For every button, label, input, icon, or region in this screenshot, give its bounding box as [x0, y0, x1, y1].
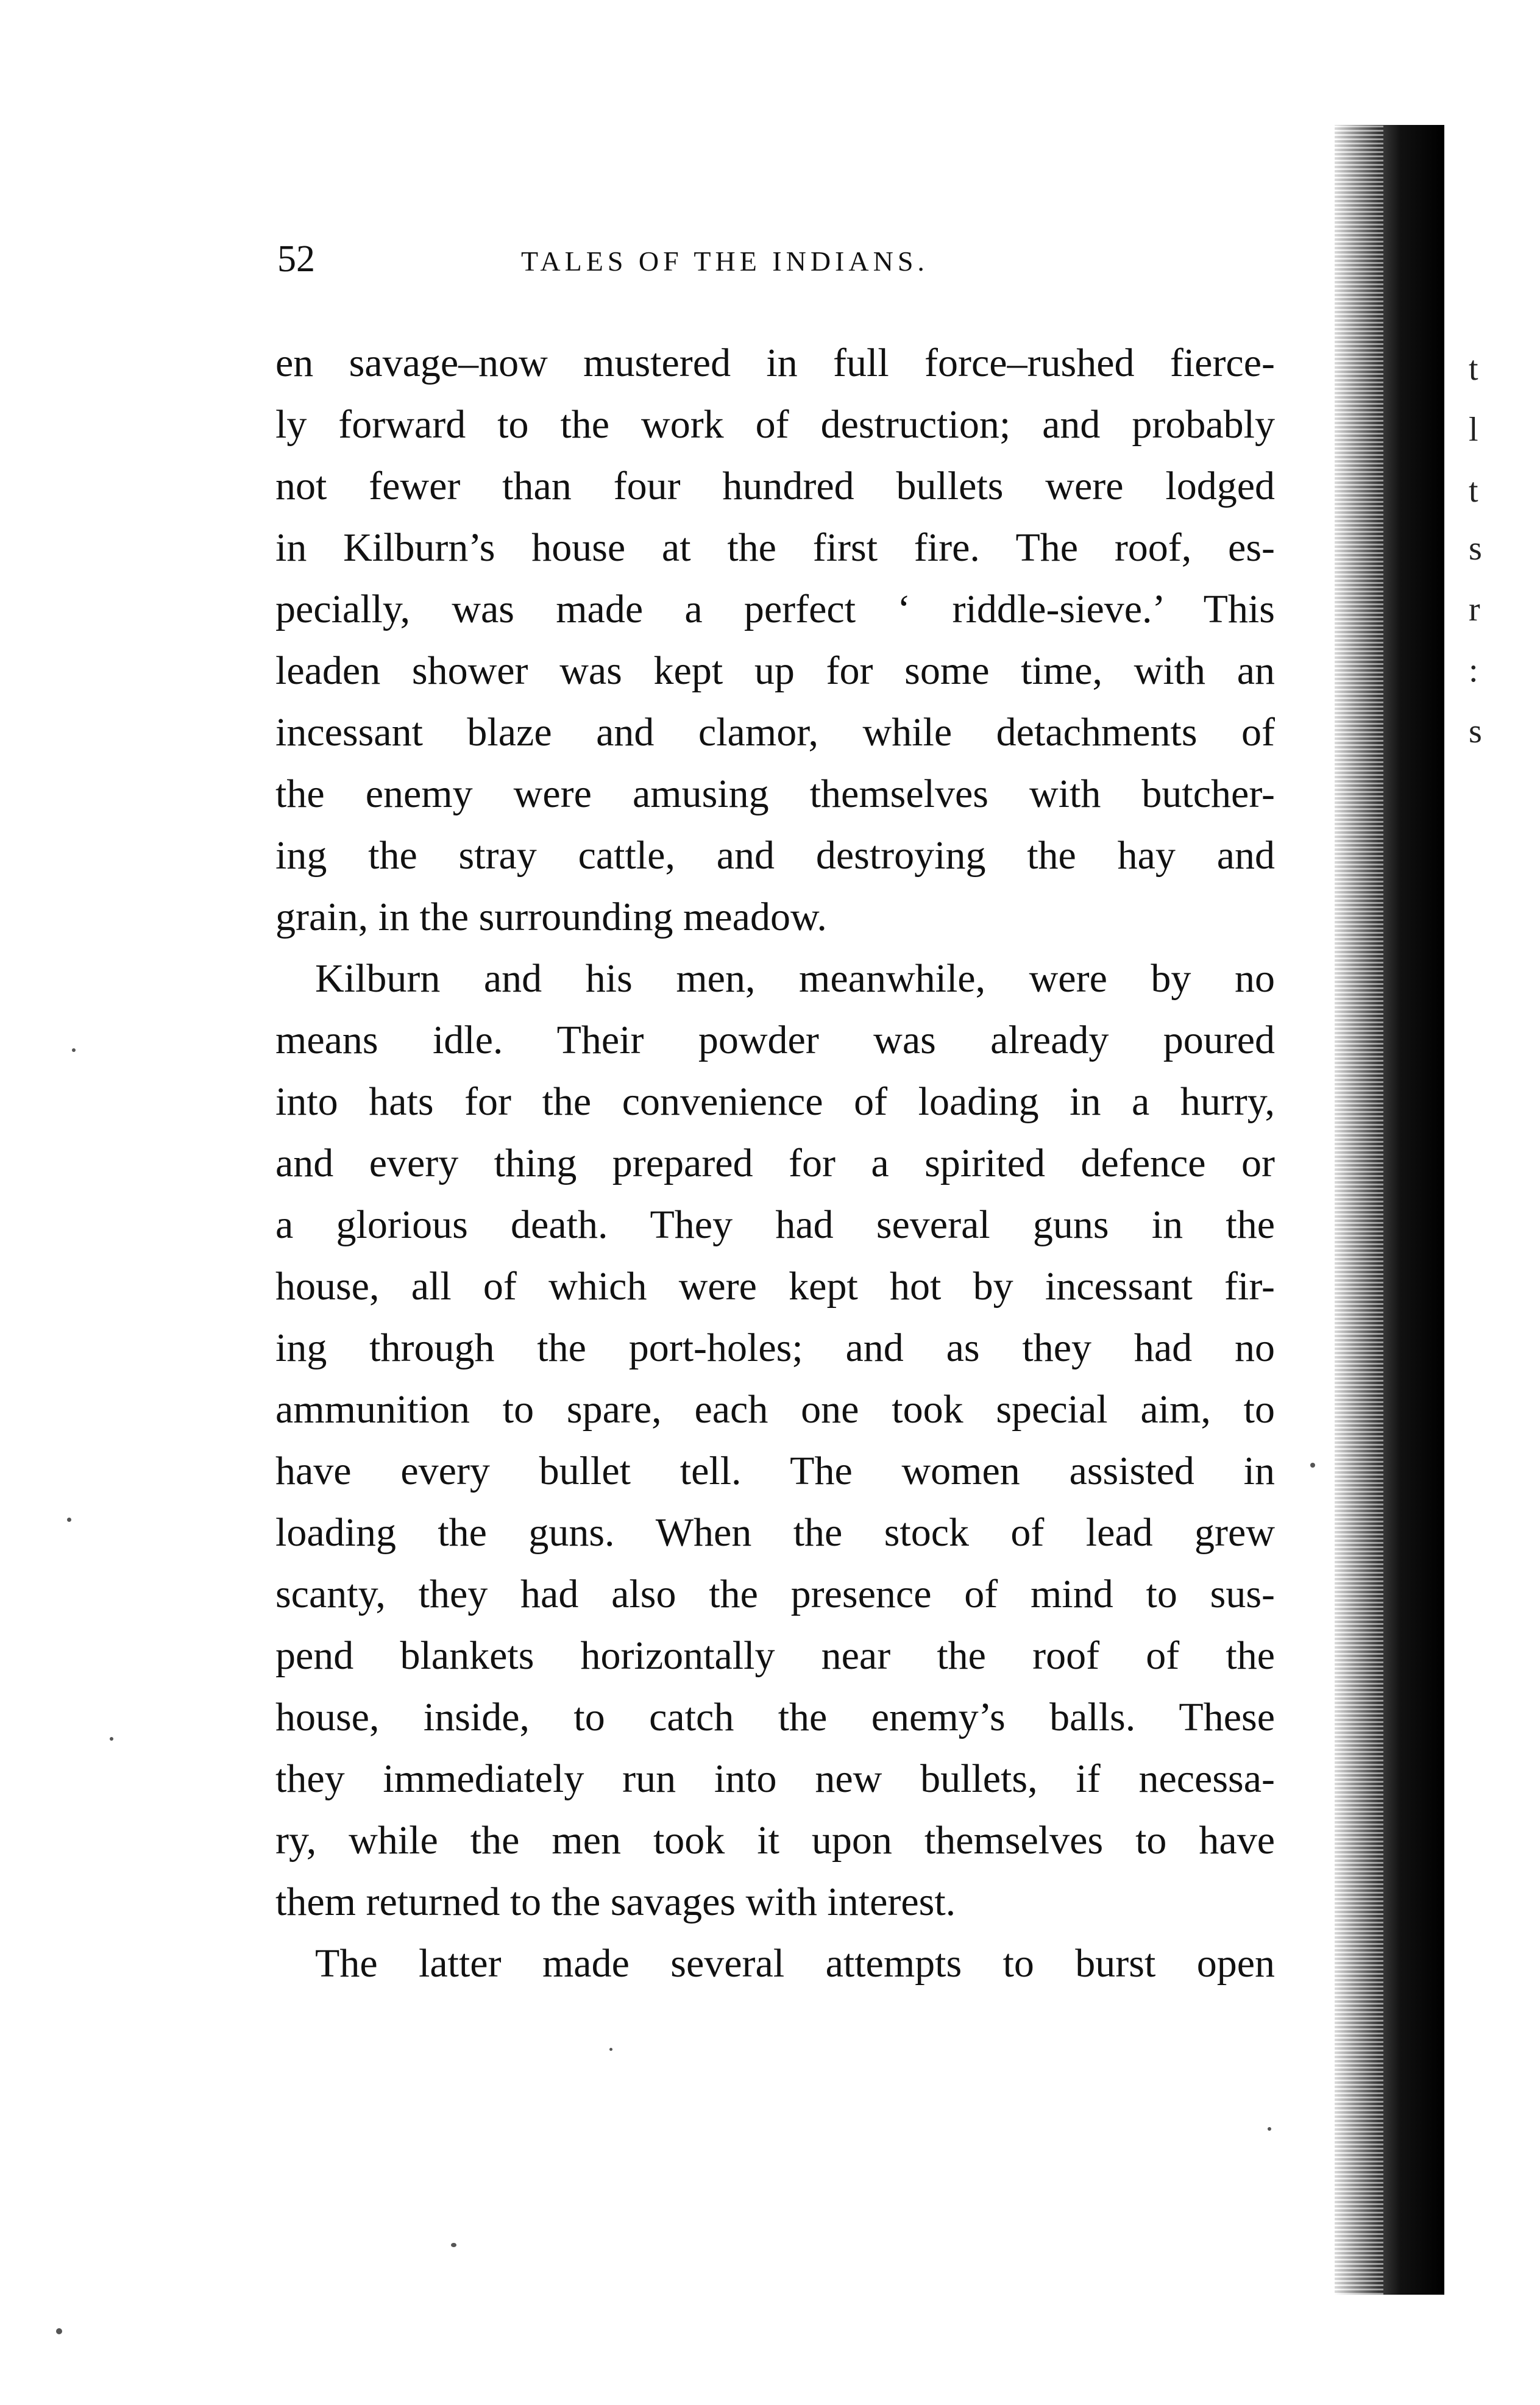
adjacent-page-edge [1444, 0, 1540, 2405]
text-line: means idle. Their powder was already poured [275, 1018, 1275, 1062]
text-line: house, all of which were kept hot by incessant fir- [275, 1264, 1275, 1309]
text-line: the enemy were amusing themselves with butcher- [275, 772, 1275, 816]
text-line: a glorious death. They had several guns in the [275, 1202, 1275, 1247]
adjacent-page-char: t [1469, 350, 1478, 388]
text-line: ly forward to the work of destruction; and probably [275, 402, 1275, 447]
scan-speck [1268, 2127, 1271, 2131]
scan-speck [110, 1737, 113, 1741]
text-line: house, inside, to catch the enemy’s balls. These [275, 1695, 1275, 1739]
scan-speck [72, 1048, 76, 1052]
text-line: ammunition to spare, each one took special aim, to [275, 1387, 1275, 1432]
text-line: scanty, they had also the presence of mind to sus- [275, 1572, 1275, 1616]
text-line: en savage–now mustered in full force–rushed fierce- [275, 341, 1275, 385]
text-line: loading the guns. When the stock of lead grew [275, 1510, 1275, 1555]
text-line: pend blankets horizontally near the roof of the [275, 1633, 1275, 1678]
text-line: ing the stray cattle, and destroying the hay and [275, 833, 1275, 878]
page-number: 52 [277, 238, 315, 280]
text-line: leaden shower was kept up for some time, with an [275, 648, 1275, 693]
adjacent-page-char: s [1469, 530, 1482, 567]
body-text [275, 332, 1275, 1994]
text-line: pecially, was made a perfect ‘ riddle-sieve.’ This [275, 587, 1275, 631]
adjacent-page-char: r [1469, 591, 1480, 628]
scan-speck [1310, 1463, 1315, 1468]
running-header [277, 235, 1277, 283]
text-line: ry, while the men took it upon themselves to have [275, 1818, 1275, 1863]
scan-speck [609, 2048, 612, 2051]
running-title: TALES OF THE INDIANS. [521, 246, 929, 277]
adjacent-page-char: l [1469, 411, 1478, 449]
book-gutter-shadow [1335, 125, 1444, 2295]
text-line: grain, in the surrounding meadow. [275, 895, 827, 939]
scan-speck [56, 2328, 62, 2334]
text-line: they immediately run into new bullets, if necessa- [275, 1757, 1275, 1801]
paragraph-start-line: The latter made several attempts to burst open [315, 1941, 1275, 1986]
adjacent-page-char: s [1469, 712, 1482, 750]
gutter-speckle-texture [1335, 125, 1383, 2295]
text-line: into hats for the convenience of loading in a hurry, [275, 1079, 1275, 1124]
text-line: not fewer than four hundred bullets were lodged [275, 464, 1275, 508]
scan-speck [451, 2243, 456, 2247]
text-line: ing through the port-holes; and as they had no [275, 1326, 1275, 1370]
text-line: and every thing prepared for a spirited defence or [275, 1141, 1275, 1185]
text-line: them returned to the savages with interest. [275, 1880, 956, 1924]
scan-speck [67, 1518, 71, 1522]
paragraph-start-line: Kilburn and his men, meanwhile, were by no [315, 956, 1275, 1001]
text-line: in Kilburn’s house at the first fire. The roof, es- [275, 525, 1275, 570]
text-line: incessant blaze and clamor, while detachments of [275, 710, 1275, 755]
text-line: have every bullet tell. The women assisted in [275, 1449, 1275, 1493]
adjacent-page-char: t [1469, 472, 1478, 510]
adjacent-page-char: : [1469, 652, 1478, 689]
